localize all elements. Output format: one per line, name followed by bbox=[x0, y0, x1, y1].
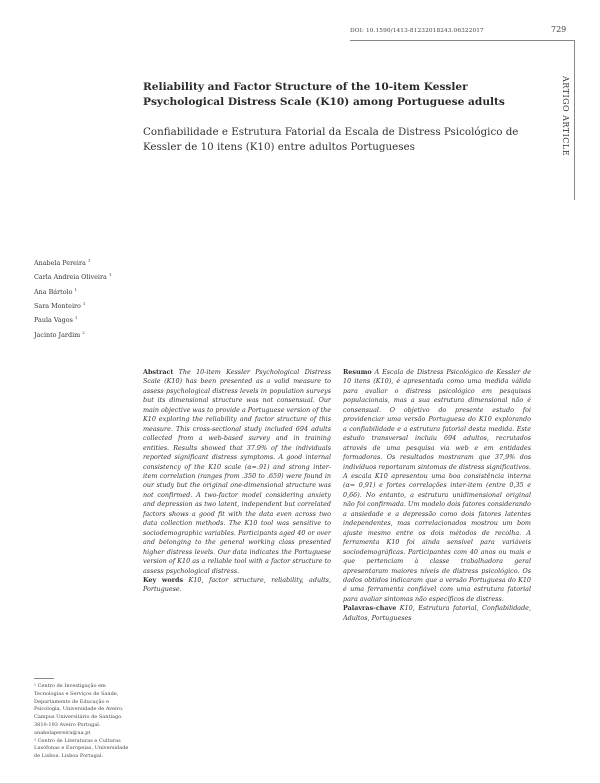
abstract bbox=[143, 368, 331, 576]
palavras-chave-label: Palavras-chave bbox=[343, 604, 397, 613]
author-name: Sara Monteiro bbox=[34, 302, 81, 311]
author bbox=[34, 255, 154, 269]
abstract-text: The 10-item Kessler Psychological Distress Scale (K10) has been presented as a valid measure to assess psychological distress levels in population surveys but its dimensional structure was not consensual. Our main objective was to provide a Portuguese version of the K10 exploring the reliability and factor structure of this measure. This cross-sectional study included 694 adults collected from a web-based survey and in training entities. Results showed that 37.9% of the individuals reported significant distress symptoms. A good internal consistency of the K10 scale (α=.91) and strong inter-item correlation (ranges from .350 to .659) were found in our study but the original one-dimensional structure was not confirmed. A two-factor model considering anxiety and depression as two latent, independent but correlated factors shows a good fit with the data even across two data collection methods. The K10 tool was sensitive to sociodemographic variables. Participants aged 40 or over and belonging to the general working class presented higher distress levels. Our data indicates the Portuguese version of K10 as a reliable tool with a factor structure to assess psychological distress. bbox=[143, 368, 331, 575]
author-name: Anabela Pereira bbox=[34, 259, 86, 268]
section-label: ARTIGO ARTICLE bbox=[561, 76, 570, 157]
author-affiliation-mark: 1 bbox=[74, 286, 77, 292]
resumo bbox=[343, 368, 531, 604]
title-portuguese: Confiabilidade e Estrutura Fatorial da Escala de Distress Psicológico de Kessler de 10 itens (K10) entre adultos Portugueses bbox=[143, 126, 519, 153]
author-name: Ana Bártolo bbox=[34, 287, 73, 296]
resumo-text: A Escala de Distress Psicológico de Kessler de 10 itens (K10), é apresentada como uma medida válida para avaliar o distress psicológico em pesquisas populacionais, mas a sua estrutura dimensional não é consensual. O objetivo do presente estudo foi providenciar uma versão Portuguesa do K10 explorando a confiabilidade e a estrutura fatorial desta medida. Este estudo transversal incluiu 694 adultos, recrutados através de uma pesquisa via web e em entidades formadoras. Os resultados mostraram que 37,9% dos indivíduos reportaram sintomas de distress significativos. A escala K10 apresentou uma boa consistência interna (α= 0,91) e fortes correlações inter-item (entre 0,35 e 0,66). No entanto, a estrutura unidimensional original não foi confirmada. Um modelo dois fatores considerando a ansiedade e a depressão como dois fatores latentes independentes, mas correlacionados mostrou um bom ajuste mesmo entre os dois métodos de recolha. A ferramenta K10 foi ainda sensível para variáveis sociodemográficas. Participantes com 40 anos ou mais e que pertenciam à classe trabalhadora geral apresentaram maiores níveis de distress psicológico. Os dados obtidos indicaram que a versão Portuguesa do K10 é uma ferramenta confiável com uma estrutura fatorial para avaliar sintomas não específicos de distress. bbox=[343, 368, 531, 603]
author bbox=[34, 269, 154, 283]
author-affiliation-mark: 1 bbox=[74, 315, 78, 321]
author-list bbox=[34, 255, 154, 341]
author-affiliation-mark: 1 bbox=[108, 272, 112, 278]
section-divider bbox=[574, 40, 575, 200]
author-name: Paula Vagos bbox=[34, 316, 73, 325]
header-divider bbox=[350, 40, 575, 41]
author-name: Jacinto Jardim bbox=[34, 330, 81, 339]
doi: DOI: 10.1590/1413-81232018243.06322017 bbox=[350, 28, 484, 34]
author-affiliation-mark: 1 bbox=[82, 300, 86, 306]
page-number: 729 bbox=[551, 25, 567, 34]
keywords bbox=[143, 576, 331, 595]
affiliation-1: ¹ Centro de Investigação em Tecnologias e Serviços de Saúde, Departamento de Educação e Psicologia, Universidade de Aveiro. Campus Universitário de Santiago. 3810-193 Aveiro Portugal. anabelapereira@ua.pt bbox=[34, 683, 124, 736]
title-english: Reliability and Factor Structure of the 10-item Kessler Psychological Distress Scale (K10) among Portuguese adults bbox=[143, 81, 505, 108]
author-affiliation-mark: 1 bbox=[87, 258, 91, 263]
keywords-label: Key words bbox=[143, 575, 184, 584]
abstract-label: Abstract bbox=[143, 368, 174, 376]
affiliation-2: ² Centro de Literaturas e Culturas Lusófonas e Europeias, Universidade de Lisboa. Lisboa Portugal. bbox=[34, 737, 129, 760]
resumo-label: Resumo bbox=[343, 368, 372, 376]
author bbox=[34, 327, 154, 341]
resumo-column bbox=[343, 368, 531, 623]
author bbox=[34, 298, 154, 312]
palavras-chave bbox=[343, 604, 531, 623]
author bbox=[34, 284, 154, 298]
palavras-chave-text: K10, Estrutura fatorial, Confiabilidade, Adultos, Portugueses bbox=[343, 604, 531, 622]
affiliation-divider bbox=[34, 678, 54, 679]
author bbox=[34, 312, 154, 326]
author-affiliation-mark: 2 bbox=[82, 329, 85, 335]
affiliations bbox=[34, 683, 132, 761]
author-name: Carla Andreia Oliveira bbox=[34, 273, 107, 282]
abstract-column bbox=[143, 368, 331, 595]
keywords-text: K10, factor structure, reliability, adults, Portuguese. bbox=[143, 575, 331, 594]
